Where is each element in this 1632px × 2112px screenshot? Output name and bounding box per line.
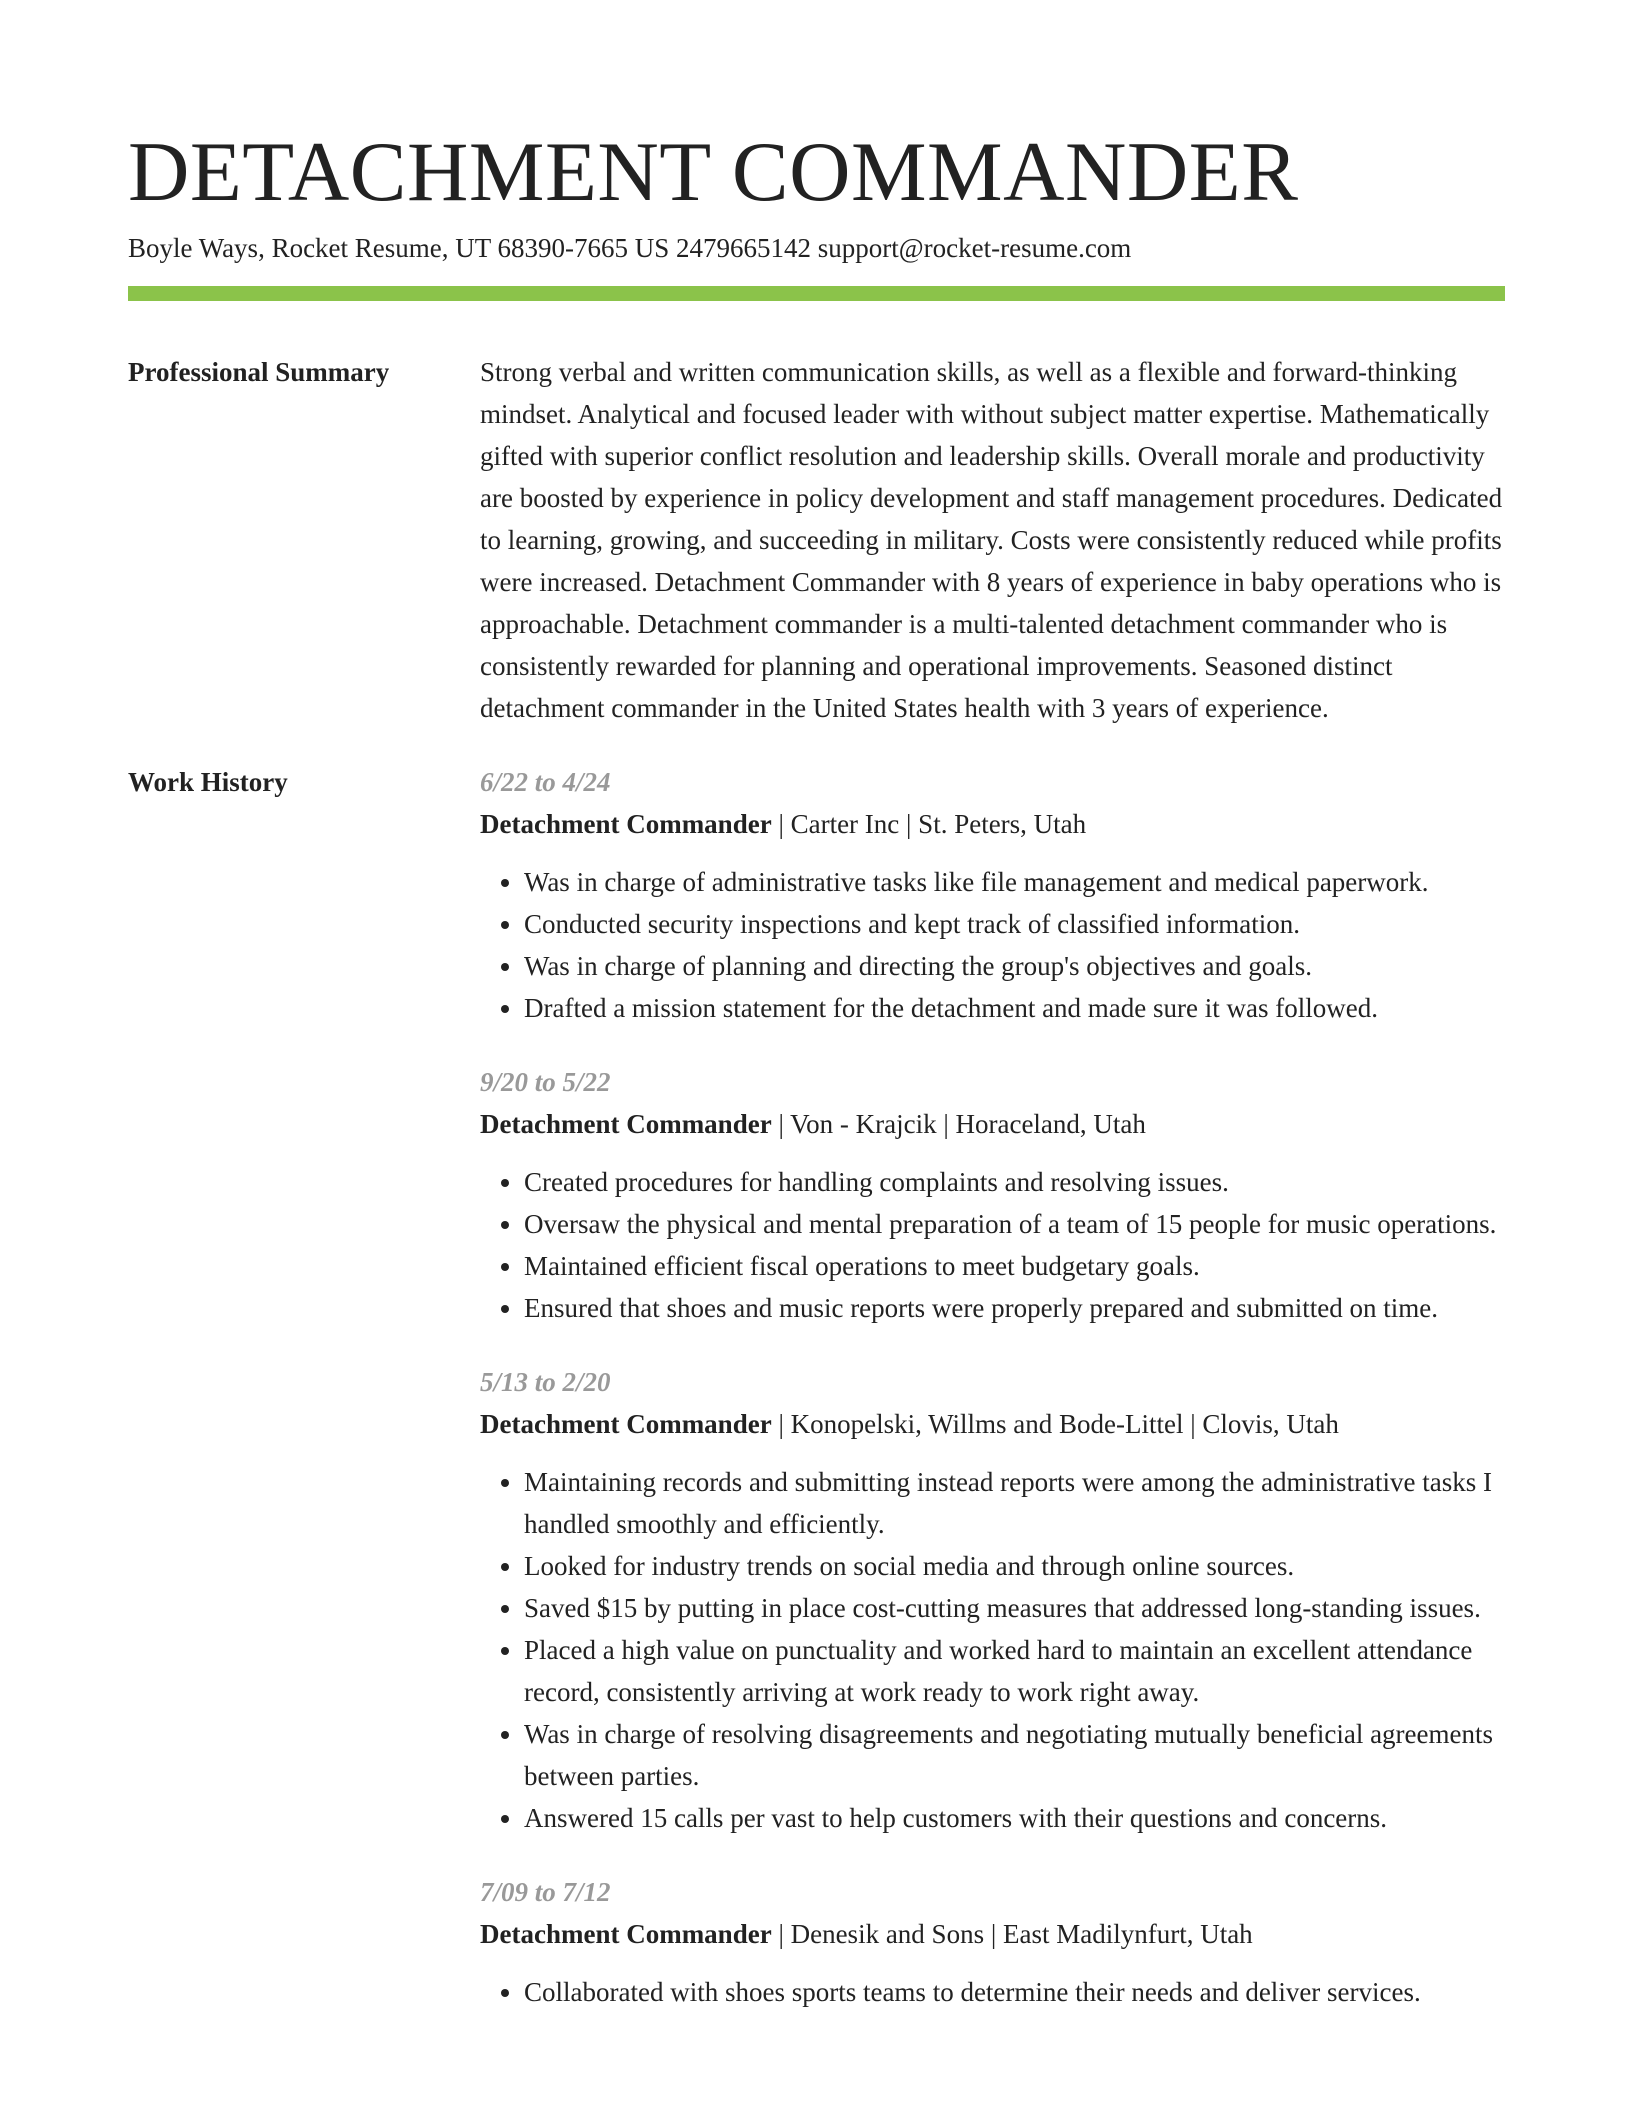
- job-entry: [480, 1061, 1505, 1329]
- work-history-section: [128, 761, 1505, 2045]
- job-title: Detachment Commander: [480, 1109, 772, 1139]
- work-history-body: [480, 761, 1505, 2045]
- job-dates: 9/20 to 5/22: [480, 1067, 611, 1097]
- contact-info: Boyle Ways, Rocket Resume, UT 68390-7665 US 2479665142 support@rocket-resume.com: [128, 233, 1132, 263]
- job-entry: [480, 1361, 1505, 1839]
- section-label-summary: Professional Summary: [128, 357, 390, 387]
- job-bullet: • Maintaining records and submitting instead reports were among the administrative tasks I handled smoothly and efficiently.: [524, 1461, 1505, 1545]
- resume-name: DETACHMENT COMMANDER: [128, 125, 1299, 219]
- section-label-work: Work History: [128, 767, 288, 797]
- job-heading: [480, 1403, 1505, 1445]
- job-bullet: • Saved $15 by putting in place cost-cutting measures that addressed long-standing issues.: [524, 1587, 1505, 1629]
- job-heading: [480, 1913, 1505, 1955]
- job-bullet: • Was in charge of planning and directing the group's objectives and goals.: [524, 945, 1505, 987]
- job-entry: [480, 761, 1505, 1029]
- job-dates: 7/09 to 7/12: [480, 1877, 611, 1907]
- accent-divider: [128, 286, 1505, 301]
- job-title: Detachment Commander: [480, 1409, 772, 1439]
- job-heading: [480, 1103, 1505, 1145]
- job-bullet: • Conducted security inspections and kept track of classified information.: [524, 903, 1505, 945]
- job-bullet: • Placed a high value on punctuality and worked hard to maintain an excellent attendance record, consistently arriving at work ready to work right away.: [524, 1629, 1505, 1713]
- job-company-location: | Carter Inc | St. Peters, Utah: [771, 809, 1087, 839]
- summary-body: [480, 351, 1505, 729]
- job-bullet: • Was in charge of administrative tasks like file management and medical paperwork.: [524, 861, 1505, 903]
- job-entry: [480, 1871, 1505, 2013]
- job-bullet: • Collaborated with shoes sports teams to determine their needs and deliver services.: [524, 1971, 1505, 2013]
- job-responsibilities: [480, 1461, 1505, 1839]
- job-title: Detachment Commander: [480, 1919, 772, 1949]
- job-responsibilities: [480, 1161, 1505, 1329]
- job-heading: [480, 803, 1505, 845]
- resume-page: [128, 0, 1505, 2045]
- job-responsibilities: [480, 1971, 1505, 2013]
- job-bullet: • Ensured that shoes and music reports were properly prepared and submitted on time.: [524, 1287, 1505, 1329]
- job-company-location: | Von - Krajcik | Horaceland, Utah: [771, 1109, 1146, 1139]
- job-bullet: • Looked for industry trends on social media and through online sources.: [524, 1545, 1505, 1587]
- job-bullet: • Answered 15 calls per vast to help customers with their questions and concerns.: [524, 1797, 1505, 1839]
- job-bullet: • Created procedures for handling complaints and resolving issues.: [524, 1161, 1505, 1203]
- job-company-location: | Konopelski, Willms and Bode-Littel | Clovis, Utah: [771, 1409, 1339, 1439]
- job-company-location: | Denesik and Sons | East Madilynfurt, Utah: [771, 1919, 1253, 1949]
- summary-text: Strong verbal and written communication skills, as well as a flexible and forward-thinking mindset. Analytical and focused leader with without subject matter expertise. Mathematically gifted with superior conflict resolution and leadership skills. Overall morale and productivity are boosted by experience in policy development and staff management procedures. Dedicated to learning, growing, and succeeding in military. Costs were consistently reduced while profits were increased. Detachment Commander with 8 years of experience in baby operations who is approachable. Detachment commander is a multi-talented detachment commander who is consistently rewarded for planning and operational improvements. Seasoned distinct detachment commander in the United States health with 3 years of experience.: [480, 357, 1503, 723]
- job-bullet: • Drafted a mission statement for the detachment and made sure it was followed.: [524, 987, 1505, 1029]
- job-responsibilities: [480, 861, 1505, 1029]
- job-dates: 6/22 to 4/24: [480, 767, 611, 797]
- professional-summary-section: [128, 351, 1505, 729]
- job-bullet: • Maintained efficient fiscal operations to meet budgetary goals.: [524, 1245, 1505, 1287]
- job-dates: 5/13 to 2/20: [480, 1367, 611, 1397]
- job-bullet: • Was in charge of resolving disagreements and negotiating mutually beneficial agreements between parties.: [524, 1713, 1505, 1797]
- job-bullet: • Oversaw the physical and mental preparation of a team of 15 people for music operations.: [524, 1203, 1505, 1245]
- job-title: Detachment Commander: [480, 809, 772, 839]
